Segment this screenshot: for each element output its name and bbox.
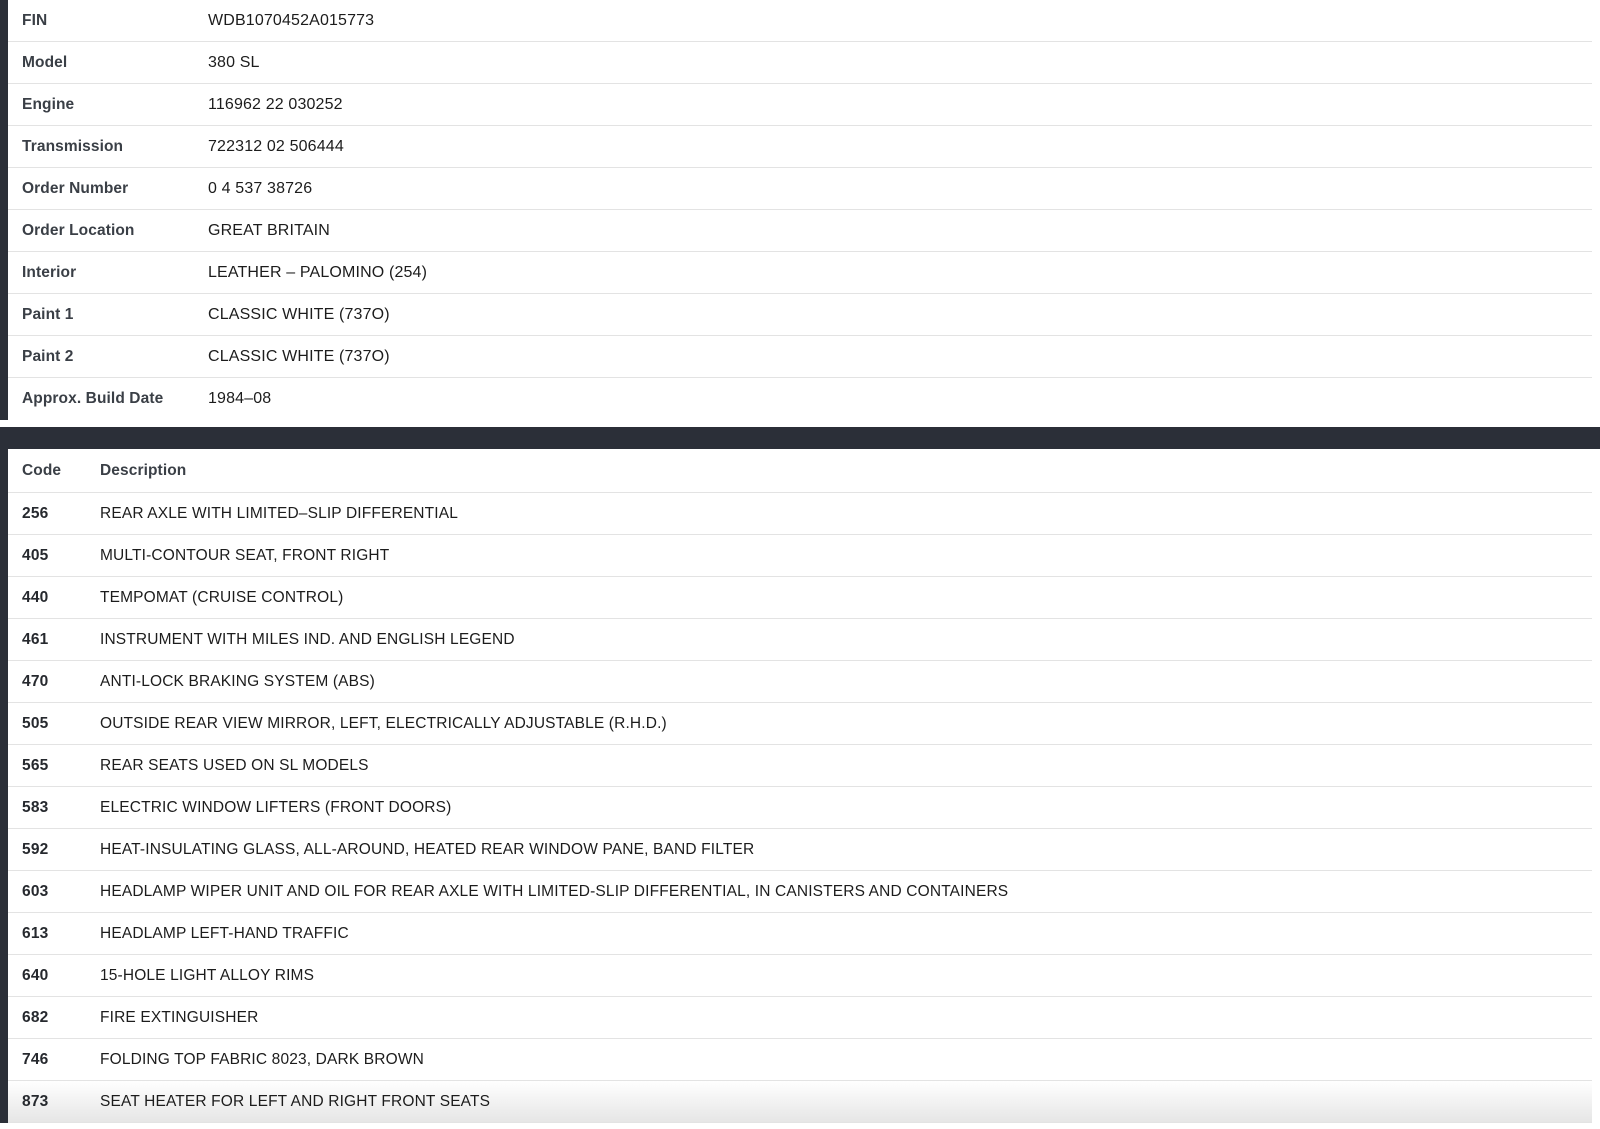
spec-row [8, 126, 1592, 168]
cell-code: 640 [22, 966, 49, 984]
cell-code: 592 [22, 840, 49, 858]
cell-code: 470 [22, 672, 49, 690]
panel-gap [0, 420, 1600, 427]
cell-description: ELECTRIC WINDOW LIFTERS (FRONT DOORS) [100, 798, 452, 816]
cell-description: OUTSIDE REAR VIEW MIRROR, LEFT, ELECTRICALLY ADJUSTABLE (R.H.D.) [100, 714, 667, 732]
table-row[interactable] [8, 955, 1592, 997]
section-divider-bar [0, 427, 1600, 449]
spec-value: 380 SL [208, 53, 260, 71]
spec-value: 116962 22 030252 [208, 95, 343, 113]
table-row[interactable] [8, 1081, 1592, 1123]
cell-description: SEAT HEATER FOR LEFT AND RIGHT FRONT SEATS [100, 1092, 491, 1110]
option-codes-panel [0, 449, 1600, 1123]
spec-value: 0 4 537 38726 [208, 179, 313, 197]
spec-label: Paint 2 [22, 347, 74, 365]
table-row[interactable] [8, 787, 1592, 829]
table-row[interactable] [8, 577, 1592, 619]
cell-code: 746 [22, 1050, 49, 1068]
spec-value: CLASSIC WHITE (737O) [208, 305, 390, 323]
spec-value: GREAT BRITAIN [208, 221, 330, 239]
cell-description: HEADLAMP LEFT-HAND TRAFFIC [100, 924, 349, 942]
spec-row [8, 336, 1592, 378]
spec-label: Paint 1 [22, 305, 74, 323]
cell-description: ANTI-LOCK BRAKING SYSTEM (ABS) [100, 672, 375, 690]
cell-description: MULTI-CONTOUR SEAT, FRONT RIGHT [100, 546, 390, 564]
spec-label: FIN [22, 11, 48, 29]
column-header-code: Code [22, 461, 62, 479]
cell-description: FOLDING TOP FABRIC 8023, DARK BROWN [100, 1050, 424, 1068]
table-row[interactable] [8, 493, 1592, 535]
spec-label: Engine [22, 95, 75, 113]
cell-code: 256 [22, 504, 49, 522]
spec-value: CLASSIC WHITE (737O) [208, 347, 390, 365]
spec-label: Interior [22, 263, 77, 281]
cell-description: FIRE EXTINGUISHER [100, 1008, 259, 1026]
cell-description: HEAT-INSULATING GLASS, ALL-AROUND, HEATED REAR WINDOW PANE, BAND FILTER [100, 840, 755, 858]
spec-row [8, 378, 1592, 420]
spec-row [8, 168, 1592, 210]
spec-row [8, 42, 1592, 84]
spec-row [8, 0, 1592, 42]
cell-description: REAR SEATS USED ON SL MODELS [100, 756, 369, 774]
table-row[interactable] [8, 829, 1592, 871]
spec-label: Transmission [22, 137, 124, 155]
cell-description: 15-HOLE LIGHT ALLOY RIMS [100, 966, 315, 984]
table-row[interactable] [8, 661, 1592, 703]
cell-code: 461 [22, 630, 49, 648]
cell-code: 682 [22, 1008, 49, 1026]
spec-label: Model [22, 53, 68, 71]
spec-label: Approx. Build Date [22, 390, 164, 407]
spec-value: 722312 02 506444 [208, 137, 344, 155]
table-row[interactable] [8, 997, 1592, 1039]
cell-code: 405 [22, 546, 49, 564]
spec-value: LEATHER – PALOMINO (254) [208, 263, 428, 281]
column-header-description: Description [100, 461, 187, 479]
table-row[interactable] [8, 535, 1592, 577]
cell-code: 505 [22, 714, 49, 732]
spec-label: Order Number [22, 179, 129, 197]
spec-row [8, 294, 1592, 336]
cell-code: 603 [22, 882, 49, 900]
spec-value: 1984–08 [208, 390, 272, 407]
cell-code: 873 [22, 1092, 49, 1110]
table-row[interactable] [8, 745, 1592, 787]
cell-code: 583 [22, 798, 49, 816]
spec-row [8, 210, 1592, 252]
spec-value: WDB1070452A015773 [208, 11, 375, 29]
vehicle-spec-panel [0, 0, 1600, 420]
cell-description: REAR AXLE WITH LIMITED–SLIP DIFFERENTIAL [100, 504, 458, 522]
spec-label: Order Location [22, 221, 135, 239]
table-header-row [8, 449, 1592, 493]
table-row[interactable] [8, 619, 1592, 661]
spec-row [8, 252, 1592, 294]
table-row[interactable] [8, 913, 1592, 955]
cell-code: 565 [22, 756, 49, 774]
table-row[interactable] [8, 871, 1592, 913]
table-row[interactable] [8, 703, 1592, 745]
cell-description: TEMPOMAT (CRUISE CONTROL) [100, 588, 344, 606]
cell-code: 440 [22, 588, 49, 606]
cell-description: INSTRUMENT WITH MILES IND. AND ENGLISH LEGEND [100, 630, 515, 648]
cell-code: 613 [22, 924, 49, 942]
cell-description: HEADLAMP WIPER UNIT AND OIL FOR REAR AXLE WITH LIMITED-SLIP DIFFERENTIAL, IN CANISTERS AND CONTAINERS [100, 882, 1009, 900]
spec-row [8, 84, 1592, 126]
table-row[interactable] [8, 1039, 1592, 1081]
